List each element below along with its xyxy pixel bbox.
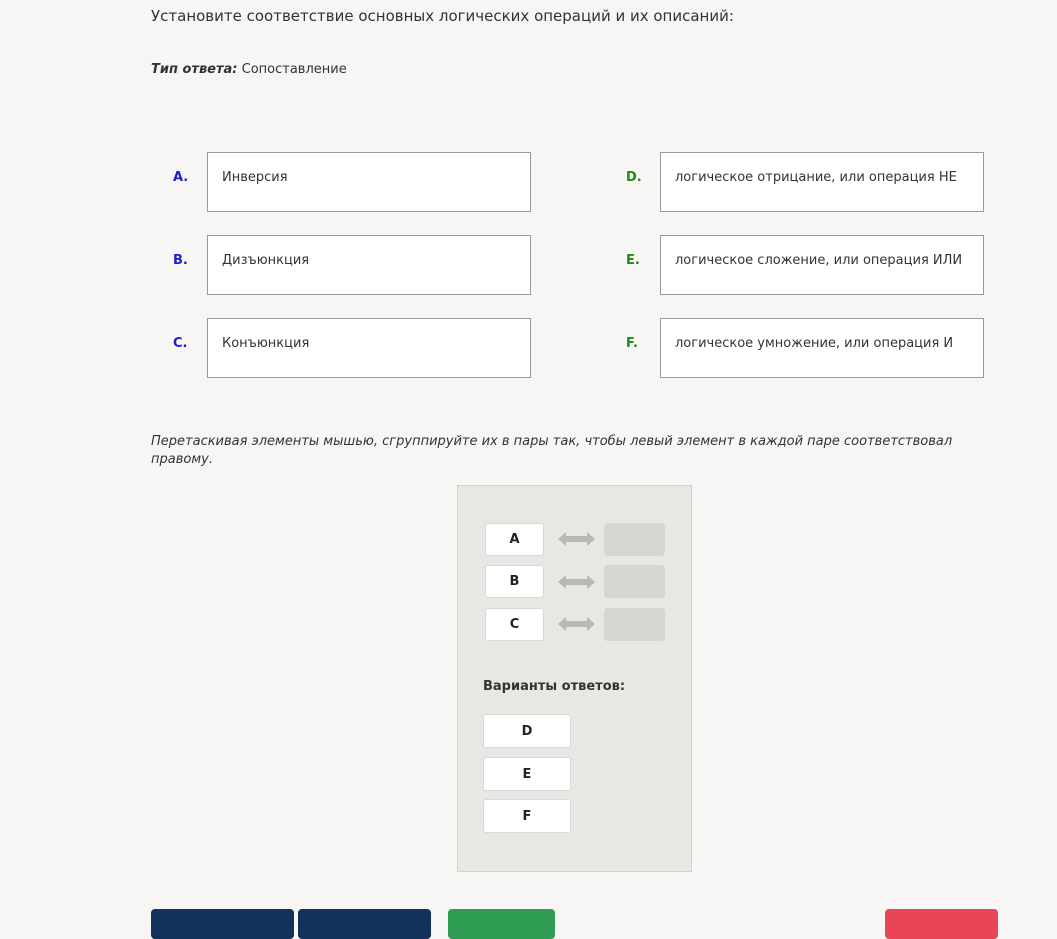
drop-slot-a[interactable]: [604, 523, 665, 556]
answer-type-label: Тип ответа:: [151, 62, 238, 77]
answer-type-value: Сопоставление: [241, 62, 347, 77]
match-key-c: C: [485, 608, 544, 641]
finish-button[interactable]: [885, 909, 998, 939]
matching-panel: [457, 485, 692, 872]
drop-slot-c[interactable]: [604, 608, 665, 641]
double-arrow-icon: [558, 617, 595, 631]
right-item-negation: логическое отрицание, или операция НЕ: [660, 152, 984, 212]
next-button[interactable]: [298, 909, 431, 939]
variant-f[interactable]: F: [483, 799, 571, 833]
previous-button[interactable]: [151, 909, 294, 939]
drag-instruction: Перетаскивая элементы мышью, сгруппируйте их в пары так, чтобы левый элемент в каждой паре соответствовал правому.: [151, 434, 953, 467]
question-text: Установите соответствие основных логических операций и их описаний:: [151, 7, 734, 25]
drop-slot-b[interactable]: [604, 565, 665, 598]
answer-type: [151, 62, 347, 77]
match-key-b: B: [485, 565, 544, 598]
right-letter-f: F.: [626, 336, 638, 351]
right-letter-e: E.: [626, 253, 640, 268]
right-item-multiplication: логическое умножение, или операция И: [660, 318, 984, 378]
variant-e[interactable]: E: [483, 757, 571, 791]
right-letter-d: D.: [626, 170, 642, 185]
answer-button[interactable]: [448, 909, 555, 939]
left-letter-a: A.: [173, 170, 189, 185]
left-letter-b: B.: [173, 253, 188, 268]
left-letter-c: C.: [173, 336, 188, 351]
double-arrow-icon: [558, 575, 595, 589]
left-item-conjunction: Конъюнкция: [207, 318, 531, 378]
left-item-inversion: Инверсия: [207, 152, 531, 212]
left-item-disjunction: Дизъюнкция: [207, 235, 531, 295]
double-arrow-icon: [558, 532, 595, 546]
right-item-addition: логическое сложение, или операция ИЛИ: [660, 235, 984, 295]
variants-label: Варианты ответов:: [483, 679, 626, 694]
match-key-a: A: [485, 523, 544, 556]
variant-d[interactable]: D: [483, 714, 571, 748]
